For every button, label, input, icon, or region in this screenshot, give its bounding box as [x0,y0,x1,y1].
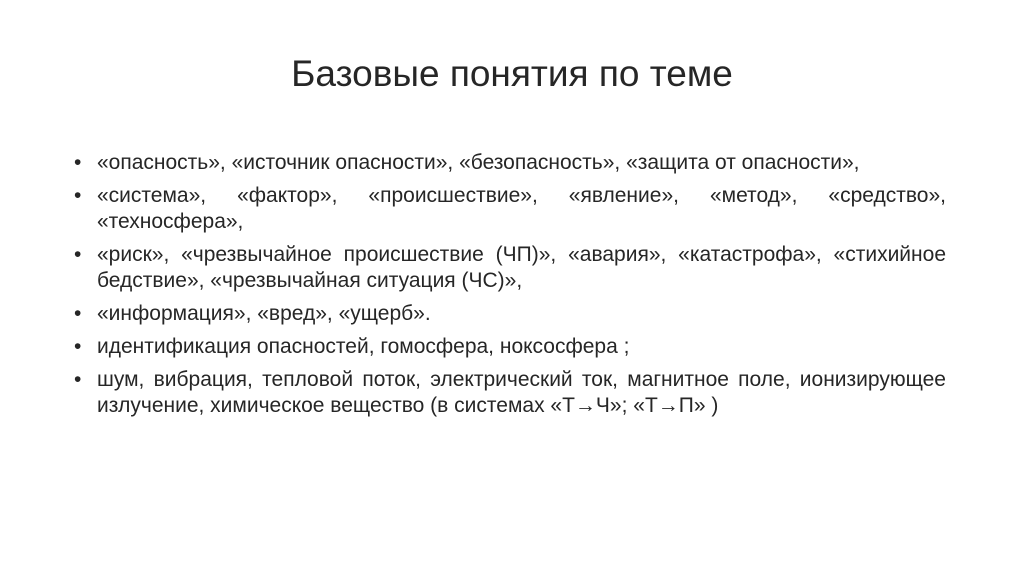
bullet-item-2: • «система», «фактор», «происшествие», «явление», «метод», «средство», «техносфера», [74,183,946,235]
bullet-item-4: • «информация», «вред», «ущерб». [74,301,946,327]
bullet-item-6: • шум, вибрация, тепловой поток, электрический ток, магнитное поле, ионизирующее излучение, химическое вещество (в системах «Т→Ч»; «Т→П» ) [74,367,946,419]
slide-title: Базовые понятия по теме [291,53,733,94]
bullet-item-1: • «опасность», «источник опасности», «безопасность», «защита от опасности», [74,150,946,176]
bullet-list [74,150,946,426]
bullet-item-5: • идентификация опасностей, гомосфера, ноксосфера ; [74,334,946,360]
bullet-item-3: • «риск», «чрезвычайное происшествие (ЧП)», «авария», «катастрофа», «стихийное бедствие», «чрезвычайная ситуация (ЧС)», [74,242,946,294]
